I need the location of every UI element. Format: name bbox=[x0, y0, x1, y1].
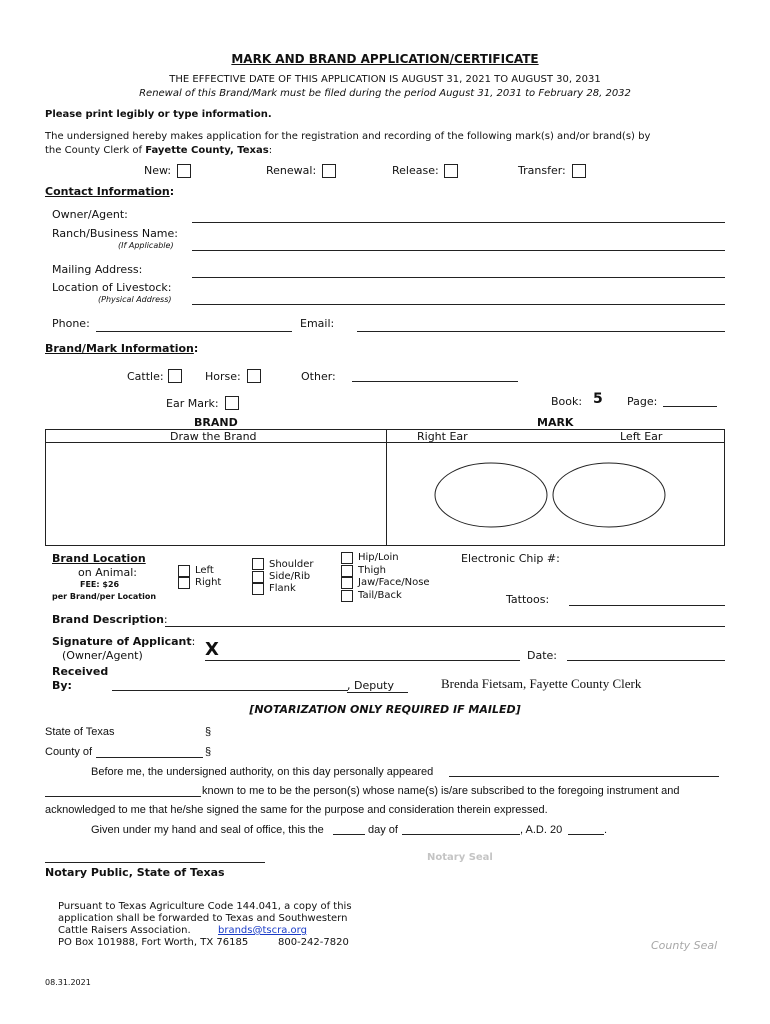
hip-loin-checkbox[interactable] bbox=[341, 552, 353, 564]
county-label: County of bbox=[45, 746, 93, 758]
owner-agent-label: (Owner/Agent) bbox=[62, 649, 143, 662]
given-text-b: day of bbox=[368, 824, 398, 836]
state-label: State of Texas bbox=[45, 726, 115, 738]
acknowledged-text: acknowledged to me that he/she signed the same for the purpose and consideration therein expressed. bbox=[45, 804, 548, 816]
draw-brand-area[interactable] bbox=[46, 443, 385, 545]
date-label: Date: bbox=[527, 649, 557, 662]
notary-seal: Notary Seal bbox=[427, 852, 493, 863]
transfer-label: Transfer: bbox=[518, 164, 566, 177]
table-column-divider bbox=[386, 429, 387, 546]
signature-label: Signature of Applicant: bbox=[52, 635, 196, 648]
thigh-label: Thigh bbox=[358, 565, 386, 576]
flank-label: Flank bbox=[269, 583, 296, 594]
cattle-label: Cattle: bbox=[127, 370, 164, 383]
effective-date: THE EFFECTIVE DATE OF THIS APPLICATION IS AUGUST 31, 2021 TO AUGUST 30, 2031 bbox=[169, 74, 601, 85]
tattoos-field[interactable] bbox=[569, 605, 725, 606]
phone-field[interactable] bbox=[96, 331, 292, 332]
notary-signature-field[interactable] bbox=[45, 862, 265, 863]
page-label: Page: bbox=[627, 395, 658, 408]
footer-line-3: Cattle Raisers Association. bbox=[58, 925, 191, 936]
mark-header: MARK bbox=[537, 416, 574, 429]
signature-x: X bbox=[205, 639, 219, 660]
known-person-field[interactable] bbox=[45, 796, 201, 797]
left-checkbox[interactable] bbox=[178, 565, 190, 577]
before-me-text: Before me, the undersigned authority, on this day personally appeared bbox=[91, 766, 434, 778]
right-ear-ellipse[interactable] bbox=[435, 463, 547, 527]
county-seal: County Seal bbox=[651, 939, 718, 952]
ranch-field[interactable] bbox=[192, 250, 725, 251]
footer-phone: 800-242-7820 bbox=[278, 937, 349, 948]
tail-back-label: Tail/Back bbox=[358, 590, 402, 601]
statement-line-2: the County Clerk of Fayette County, Texas: bbox=[45, 145, 273, 156]
renewal-checkbox[interactable] bbox=[322, 164, 336, 178]
statement-line-1: The undersigned hereby makes application for the registration and recording of the following mark(s) and/or brand(s) by bbox=[45, 131, 651, 142]
left-ear-ellipse[interactable] bbox=[553, 463, 665, 527]
mailing-field[interactable] bbox=[192, 277, 725, 278]
description-label: Brand Description: bbox=[52, 613, 168, 626]
tattoos-label: Tattoos: bbox=[506, 593, 550, 606]
brand-header: BRAND bbox=[194, 416, 238, 429]
page-field[interactable] bbox=[663, 406, 717, 407]
print-note: Please print legibly or type information. bbox=[45, 109, 272, 120]
given-text-c: , A.D. 20 bbox=[520, 824, 563, 836]
tail-back-checkbox[interactable] bbox=[341, 590, 353, 602]
right-checkbox[interactable] bbox=[178, 577, 190, 589]
ear-diagrams bbox=[430, 460, 670, 530]
date-field[interactable] bbox=[567, 660, 725, 661]
county-section: § bbox=[205, 746, 212, 758]
left-label: Left bbox=[195, 565, 214, 576]
email-field[interactable] bbox=[357, 331, 725, 332]
brand-location-title: Brand Location bbox=[52, 552, 146, 565]
given-text-d: . bbox=[604, 824, 608, 836]
clerk-name: Brenda Fietsam, Fayette County Clerk bbox=[441, 676, 642, 691]
flank-checkbox[interactable] bbox=[252, 583, 264, 595]
owner-field[interactable] bbox=[192, 222, 725, 223]
jaw-face-nose-checkbox[interactable] bbox=[341, 577, 353, 589]
side-rib-checkbox[interactable] bbox=[252, 571, 264, 583]
tscra-email-link[interactable]: brands@tscra.org bbox=[218, 925, 307, 936]
contact-heading: Contact Information: bbox=[45, 185, 175, 198]
ranch-label: Ranch/Business Name: bbox=[52, 227, 179, 240]
footer-line-1: Pursuant to Texas Agriculture Code 144.041, a copy of this bbox=[58, 901, 352, 912]
deputy-underline bbox=[347, 692, 408, 693]
renewal-label: Renewal: bbox=[266, 164, 317, 177]
footer-line-2: application shall be forwarded to Texas and Southwestern bbox=[58, 913, 348, 924]
brand-info-heading: Brand/Mark Information: bbox=[45, 342, 199, 355]
deputy-label: , Deputy bbox=[347, 679, 395, 692]
received-by-field[interactable] bbox=[112, 690, 348, 691]
document-date: 08.31.2021 bbox=[45, 978, 91, 987]
given-day-field[interactable] bbox=[333, 834, 365, 835]
state-section: § bbox=[205, 726, 212, 738]
form-title: MARK AND BRAND APPLICATION/CERTIFICATE bbox=[231, 52, 539, 66]
horse-label: Horse: bbox=[205, 370, 241, 383]
release-label: Release: bbox=[392, 164, 439, 177]
phone-label: Phone: bbox=[52, 317, 90, 330]
transfer-checkbox[interactable] bbox=[572, 164, 586, 178]
given-month-field[interactable] bbox=[402, 834, 520, 835]
footer-address: PO Box 101988, Fort Worth, TX 76185 bbox=[58, 937, 249, 948]
renewal-period: Renewal of this Brand/Mark must be filed during the period August 31, 2031 to February 28, 2032 bbox=[139, 88, 631, 99]
mailing-label: Mailing Address: bbox=[52, 263, 143, 276]
book-label: Book: bbox=[551, 395, 583, 408]
given-year-field[interactable] bbox=[568, 834, 604, 835]
hip-loin-label: Hip/Loin bbox=[358, 552, 399, 563]
given-text-a: Given under my hand and seal of office, this the bbox=[91, 824, 324, 836]
other-label: Other: bbox=[301, 370, 336, 383]
on-animal-label: on Animal: bbox=[78, 566, 137, 579]
chip-label: Electronic Chip #: bbox=[461, 552, 560, 565]
new-label: New: bbox=[144, 164, 172, 177]
livestock-note: (Physical Address) bbox=[98, 295, 172, 304]
received-label: Received bbox=[52, 665, 109, 678]
cattle-checkbox[interactable] bbox=[168, 369, 182, 383]
description-field[interactable] bbox=[165, 626, 725, 627]
other-field[interactable] bbox=[352, 381, 518, 382]
horse-checkbox[interactable] bbox=[247, 369, 261, 383]
notarization-heading: [NOTARIZATION ONLY REQUIRED IF MAILED] bbox=[249, 703, 521, 716]
by-label: By: bbox=[52, 679, 72, 692]
shoulder-checkbox[interactable] bbox=[252, 558, 264, 570]
ear-mark-checkbox[interactable] bbox=[225, 396, 239, 410]
ranch-note: (If Applicable) bbox=[118, 241, 174, 250]
release-checkbox[interactable] bbox=[444, 164, 458, 178]
per-brand-label: per Brand/per Location bbox=[52, 592, 157, 601]
owner-label: Owner/Agent: bbox=[52, 208, 128, 221]
left-ear-label: Left Ear bbox=[620, 430, 663, 443]
book-value: 5 bbox=[593, 391, 603, 407]
livestock-field[interactable] bbox=[192, 304, 725, 305]
thigh-checkbox[interactable] bbox=[341, 565, 353, 577]
livestock-label: Location of Livestock: bbox=[52, 281, 172, 294]
appeared-field[interactable] bbox=[449, 776, 719, 777]
right-label: Right bbox=[195, 577, 222, 588]
known-text: known to me to be the person(s) whose name(s) is/are subscribed to the foregoing instrument and bbox=[202, 785, 680, 797]
new-checkbox[interactable] bbox=[177, 164, 191, 178]
jaw-face-nose-label: Jaw/Face/Nose bbox=[358, 577, 430, 588]
email-label: Email: bbox=[300, 317, 335, 330]
side-rib-label: Side/Rib bbox=[269, 571, 311, 582]
notary-public-label: Notary Public, State of Texas bbox=[45, 866, 225, 879]
county-field[interactable] bbox=[96, 757, 203, 758]
ear-mark-label: Ear Mark: bbox=[166, 397, 219, 410]
fee-label: FEE: $26 bbox=[80, 580, 120, 589]
draw-brand-label: Draw the Brand bbox=[170, 430, 257, 443]
right-ear-label: Right Ear bbox=[417, 430, 468, 443]
signature-field[interactable] bbox=[205, 660, 520, 661]
shoulder-label: Shoulder bbox=[269, 559, 314, 570]
